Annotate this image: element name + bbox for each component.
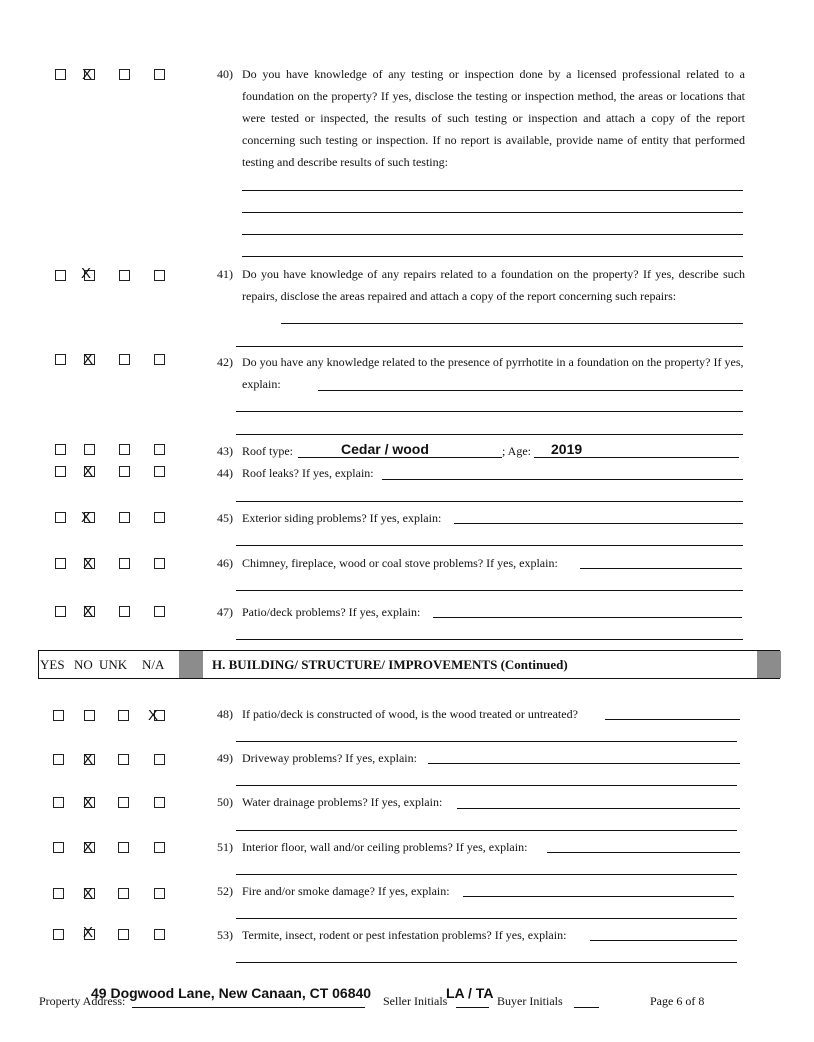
q49-na-checkbox[interactable] — [154, 754, 165, 765]
q42-text: Do you have any knowledge related to the presence of pyrrhotite in a foundation on the property? If yes, explain: — [242, 355, 744, 391]
column-header-unk: UNK — [99, 657, 128, 672]
q51-text: Interior floor, wall and/or ceiling problems? If yes, explain: — [242, 840, 528, 854]
q44-na-checkbox[interactable] — [154, 466, 165, 477]
q47-yes-checkbox[interactable] — [55, 606, 66, 617]
q51-no-mark: X — [83, 839, 94, 856]
q49-number: 49) — [217, 751, 233, 765]
property-address-value: 49 Dogwood Lane, New Canaan, CT 06840 — [91, 985, 372, 1001]
q43-roof-type-value: Cedar / wood — [341, 441, 429, 457]
q48-answer-line-2[interactable] — [236, 741, 737, 742]
q40-answer-line-4[interactable] — [242, 256, 743, 257]
buyer-initials-label: Buyer Initials — [497, 994, 563, 1008]
q40-answer-line-2[interactable] — [242, 212, 743, 213]
q40-no-mark: X — [82, 66, 93, 83]
q48-number: 48) — [217, 707, 233, 721]
q43-no-checkbox[interactable] — [84, 444, 95, 455]
q44-unk-checkbox[interactable] — [119, 466, 130, 477]
q51-answer-line-1[interactable] — [547, 852, 740, 853]
q51-na-checkbox[interactable] — [154, 842, 165, 853]
buyer-initials-field[interactable] — [574, 1007, 599, 1008]
q48-na-mark: X — [148, 707, 159, 724]
q45-no-mark: X — [81, 509, 92, 526]
q51-yes-checkbox[interactable] — [53, 842, 64, 853]
q52-text: Fire and/or smoke damage? If yes, explain: — [242, 884, 450, 898]
q45-yes-checkbox[interactable] — [55, 512, 66, 523]
q42-answer-line-2[interactable] — [236, 411, 743, 412]
q43-number: 43) — [217, 444, 233, 458]
column-header-na: N/A — [142, 657, 165, 672]
q49-text: Driveway problems? If yes, explain: — [242, 751, 417, 765]
q50-text: Water drainage problems? If yes, explain: — [242, 795, 443, 809]
q46-na-checkbox[interactable] — [154, 558, 165, 569]
q49-yes-checkbox[interactable] — [53, 754, 64, 765]
q52-no-mark: X — [83, 885, 94, 902]
q52-unk-checkbox[interactable] — [118, 888, 129, 899]
q42-answer-line-3[interactable] — [236, 434, 743, 435]
q45-answer-line-2[interactable] — [236, 545, 743, 546]
q46-number: 46) — [217, 556, 233, 570]
q46-unk-checkbox[interactable] — [119, 558, 130, 569]
q43-unk-checkbox[interactable] — [119, 444, 130, 455]
q45-unk-checkbox[interactable] — [119, 512, 130, 523]
q45-answer-line-1[interactable] — [454, 523, 743, 524]
q47-number: 47) — [217, 605, 233, 619]
q46-text: Chimney, fireplace, wood or coal stove problems? If yes, explain: — [242, 556, 558, 570]
q40-answer-line-3[interactable] — [242, 234, 743, 235]
q51-answer-line-2[interactable] — [236, 874, 737, 875]
q41-number: 41) — [217, 267, 233, 281]
q48-text: If patio/deck is constructed of wood, is the wood treated or untreated? — [242, 707, 578, 721]
q52-na-checkbox[interactable] — [154, 888, 165, 899]
q46-no-mark: X — [83, 555, 94, 572]
seller-initials-label: Seller Initials — [383, 994, 448, 1008]
q41-no-mark: X — [81, 265, 92, 282]
section-header-bar — [38, 650, 780, 679]
q46-yes-checkbox[interactable] — [55, 558, 66, 569]
page-number: Page 6 of 8 — [650, 994, 705, 1008]
q44-text: Roof leaks? If yes, explain: — [242, 466, 374, 480]
q52-number: 52) — [217, 884, 233, 898]
q47-answer-line-2[interactable] — [236, 639, 743, 640]
q44-yes-checkbox[interactable] — [55, 466, 66, 477]
q50-unk-checkbox[interactable] — [118, 797, 129, 808]
q46-answer-line-1[interactable] — [580, 568, 742, 569]
q42-yes-checkbox[interactable] — [55, 354, 66, 365]
q50-na-checkbox[interactable] — [154, 797, 165, 808]
q51-unk-checkbox[interactable] — [118, 842, 129, 853]
q41-answer-line-1[interactable] — [281, 323, 743, 324]
q43-yes-checkbox[interactable] — [55, 444, 66, 455]
q53-text: Termite, insect, rodent or pest infestation problems? If yes, explain: — [242, 928, 567, 942]
q52-answer-line-2[interactable] — [236, 918, 737, 919]
q47-unk-checkbox[interactable] — [119, 606, 130, 617]
q48-yes-checkbox[interactable] — [53, 710, 64, 721]
seller-initials-value: LA / TA — [446, 985, 494, 1001]
q42-unk-checkbox[interactable] — [119, 354, 130, 365]
q47-no-mark: X — [83, 603, 94, 620]
q45-text: Exterior siding problems? If yes, explain: — [242, 511, 442, 525]
q42-no-mark: X — [83, 351, 94, 368]
q43-age-field[interactable] — [534, 457, 739, 458]
q44-answer-line-2[interactable] — [236, 501, 743, 502]
q40-yes-checkbox[interactable] — [55, 69, 66, 80]
q41-text: Do you have knowledge of any repairs related to a foundation on the property? If yes, describe such repairs, disclose the areas repaired and attach a copy of the report concerning such repairs: — [242, 267, 745, 303]
q53-number: 53) — [217, 928, 233, 942]
q52-answer-line-1[interactable] — [463, 896, 734, 897]
q42-answer-line-1[interactable] — [318, 390, 743, 391]
q40-na-checkbox[interactable] — [154, 69, 165, 80]
q41-na-checkbox[interactable] — [154, 270, 165, 281]
seller-initials-field[interactable] — [456, 1007, 489, 1008]
q46-answer-line-2[interactable] — [236, 590, 743, 591]
q40-text: Do you have knowledge of any testing or inspection done by a licensed professional related to a foundation on the property? If yes, disclose the testing or inspection method, the areas or locations that were tested or inspected, the results of such testing or inspection and attach a copy of the report concerning such testing or inspection. If no report is available, provide name of entity that performed testing and describe results of such testing: — [242, 67, 745, 169]
q43-age-label: ; Age: — [502, 444, 531, 458]
q48-unk-checkbox[interactable] — [118, 710, 129, 721]
q45-number: 45) — [217, 511, 233, 525]
q47-answer-line-1[interactable] — [433, 617, 742, 618]
q50-no-mark: X — [83, 794, 94, 811]
q41-answer-line-2[interactable] — [236, 346, 743, 347]
q43-roof-type-field[interactable] — [298, 457, 502, 458]
column-header-yes: YES — [40, 657, 65, 672]
q48-answer-line-1[interactable] — [605, 719, 740, 720]
q44-answer-line-1[interactable] — [382, 479, 743, 480]
q53-unk-checkbox[interactable] — [118, 929, 129, 940]
property-address-label: Property Address: — [39, 994, 126, 1008]
q42-na-checkbox[interactable] — [154, 354, 165, 365]
q43-na-checkbox[interactable] — [154, 444, 165, 455]
q50-yes-checkbox[interactable] — [53, 797, 64, 808]
q53-answer-line-2[interactable] — [236, 962, 737, 963]
q43-roof-type-label: Roof type: — [242, 444, 293, 458]
q49-unk-checkbox[interactable] — [118, 754, 129, 765]
header-shade-right — [757, 651, 781, 678]
q42-number: 42) — [217, 355, 233, 369]
q53-na-checkbox[interactable] — [154, 929, 165, 940]
q41-yes-checkbox[interactable] — [55, 270, 66, 281]
q41-unk-checkbox[interactable] — [119, 270, 130, 281]
q48-no-checkbox[interactable] — [84, 710, 95, 721]
q47-na-checkbox[interactable] — [154, 606, 165, 617]
q40-number: 40) — [217, 67, 233, 81]
q49-no-mark: X — [83, 751, 94, 768]
q50-answer-line-1[interactable] — [457, 808, 740, 809]
q49-answer-line-2[interactable] — [236, 785, 737, 786]
q49-answer-line-1[interactable] — [428, 763, 740, 764]
q43-age-value: 2019 — [551, 441, 583, 457]
q53-answer-line-1[interactable] — [590, 940, 737, 941]
q53-no-mark: X — [83, 924, 94, 941]
property-address-field[interactable] — [132, 1007, 365, 1008]
q50-number: 50) — [217, 795, 233, 809]
column-header-no: NO — [74, 657, 93, 672]
q50-answer-line-2[interactable] — [236, 830, 737, 831]
q44-no-mark: X — [83, 463, 94, 480]
header-shade-left — [179, 651, 203, 678]
section-title: H. BUILDING/ STRUCTURE/ IMPROVEMENTS (Continued) — [212, 657, 568, 672]
q40-unk-checkbox[interactable] — [119, 69, 130, 80]
q47-text: Patio/deck problems? If yes, explain: — [242, 605, 421, 619]
q51-number: 51) — [217, 840, 233, 854]
q53-yes-checkbox[interactable] — [53, 929, 64, 940]
q40-answer-line-1[interactable] — [242, 190, 743, 191]
q45-na-checkbox[interactable] — [154, 512, 165, 523]
q52-yes-checkbox[interactable] — [53, 888, 64, 899]
q44-number: 44) — [217, 466, 233, 480]
